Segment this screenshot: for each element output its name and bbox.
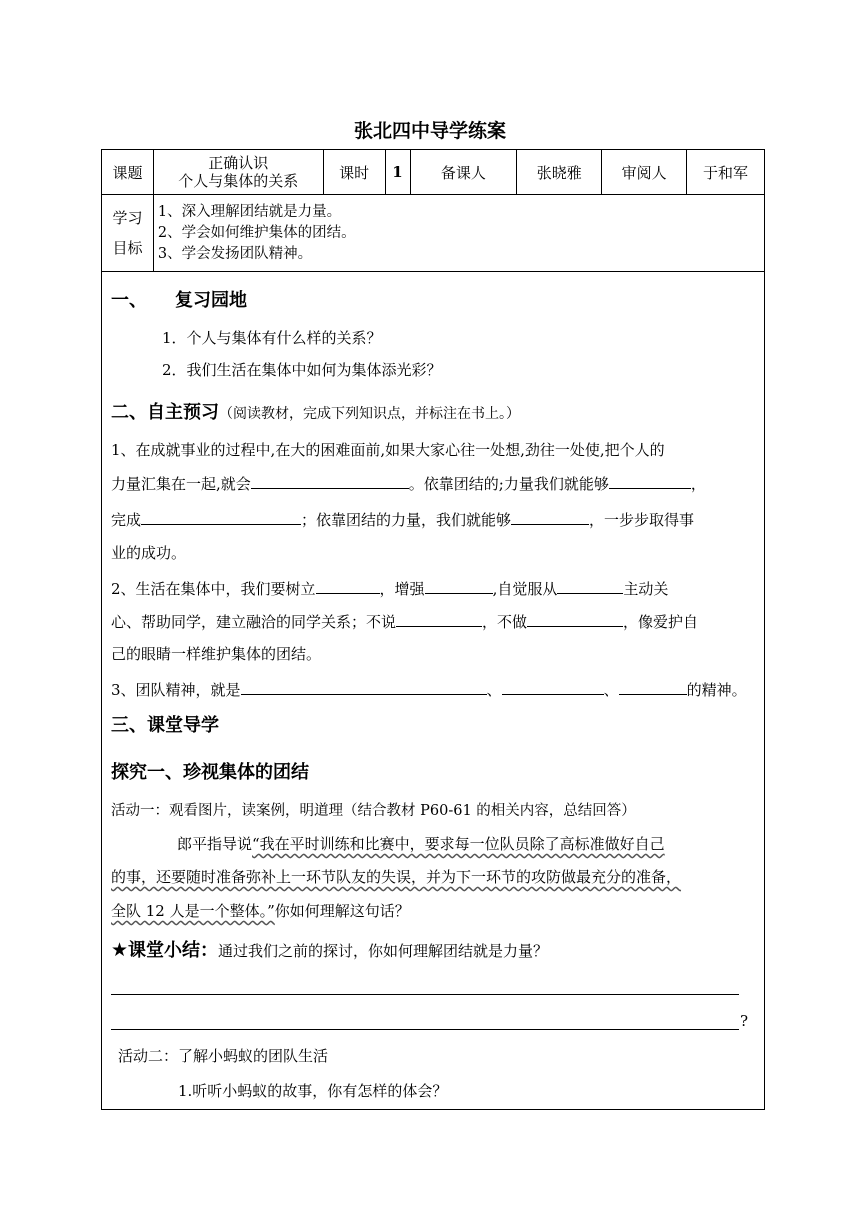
preview-p1-line-b	[111, 472, 706, 494]
activity-2-question-1: 1.听听小蚂蚁的故事，你有怎样的体会？	[178, 1082, 448, 1100]
period-value: 1	[385, 150, 410, 195]
summary-question: 通过我们之前的探讨，你如何理解团结就是力量？	[218, 942, 549, 960]
header-table	[101, 149, 765, 272]
text-run: ,自觉服从	[492, 580, 558, 598]
answer-end-mark: ?	[740, 1012, 749, 1030]
activity-2-text: 活动二：了解小蚂蚁的团队生活	[118, 1047, 329, 1065]
blank[interactable]	[316, 577, 380, 594]
section-classroom-heading: 三、课堂导学	[111, 715, 219, 736]
text-run: ，一步步取得事	[589, 511, 695, 529]
text-run: 完成	[111, 511, 142, 529]
blank[interactable]	[609, 472, 691, 489]
goals-list	[153, 195, 764, 272]
blank[interactable]	[396, 610, 482, 627]
goal-item: 2、学会如何维护集体的团结。	[157, 224, 356, 241]
preview-p3-line	[111, 678, 747, 700]
section-preview-heading	[111, 398, 520, 424]
blank[interactable]	[425, 577, 493, 594]
text-run: ，不做	[482, 613, 528, 631]
blank[interactable]	[251, 472, 409, 489]
goals-label-2: 目标	[112, 239, 143, 257]
star-icon: ★	[111, 939, 129, 961]
review-question-1: 1．个人与集体有什么样的关系？	[162, 329, 382, 347]
explore-1-heading: 探究一、珍视集体的团结	[111, 762, 309, 783]
goals-label	[102, 195, 154, 272]
goals-label-1: 学习	[112, 209, 143, 227]
blank[interactable]	[502, 678, 604, 695]
section-review-title: 复习园地	[175, 290, 247, 311]
page-title: 张北四中导学练案	[353, 120, 506, 142]
blank[interactable]	[511, 508, 589, 525]
section-review-heading	[111, 286, 247, 312]
preview-p2-line-c: 己的眼睛一样维护集体的团结。	[111, 645, 322, 663]
text-run: 你如何理解这句话？	[274, 902, 410, 920]
text-run: 、	[603, 681, 619, 699]
activity-1-text: 活动一：观看图片，读案例，明道理（结合教材 P60-61 的相关内容，总结回答）	[111, 803, 636, 819]
blank[interactable]	[241, 678, 487, 695]
text-run: ；依靠团结的力量，我们就能够	[301, 511, 512, 529]
main-content	[101, 272, 765, 1110]
text-run: 的精神。	[686, 681, 747, 699]
text-run: ，	[690, 475, 706, 493]
section-preview-title: 二、自主预习	[111, 402, 219, 423]
text-run: 2、生活在集体中，我们要树立	[111, 580, 316, 598]
text-run: 郎平指导说	[177, 835, 253, 853]
preview-p1-line-c	[111, 508, 694, 530]
answer-line[interactable]	[111, 1029, 739, 1030]
topic-line-1: 正确认识	[208, 154, 269, 172]
quote-line-1	[177, 833, 665, 854]
topic-line-2: 个人与集体的关系	[178, 172, 299, 190]
reviewer-label: 审阅人	[602, 150, 687, 195]
preview-p1-line-a: 1、在成就事业的过程中,在大的困难面前,如果大家心往一处想,劲往一处使,把个人的	[111, 441, 665, 459]
text-run: 力量汇集在一起,就会	[111, 475, 251, 493]
answer-line[interactable]	[111, 994, 739, 995]
blank[interactable]	[619, 678, 687, 695]
preparer-label: 备课人	[410, 150, 517, 195]
preview-p1-line-d: 业的成功。	[111, 544, 187, 562]
text-run: ，像爱护自	[623, 613, 699, 631]
summary-line	[111, 936, 548, 962]
blank[interactable]	[527, 610, 623, 627]
topic-label: 课题	[102, 150, 154, 195]
preview-p2-line-a	[111, 577, 668, 599]
section-review-num: 一、	[111, 290, 147, 311]
text-run: 主动关	[623, 580, 669, 598]
topic-value	[153, 150, 323, 195]
preparer-name: 张晓雅	[517, 150, 602, 195]
quote-line-3	[111, 900, 410, 921]
summary-label: 课堂小结：	[128, 940, 219, 961]
period-label: 课时	[323, 150, 385, 195]
text-run: 3、团队精神，就是	[111, 681, 241, 699]
text-run: “我在平时训练和比赛中，要求每一位队员除了高标准做好自己	[252, 835, 665, 853]
goal-item: 3、学会发扬团队精神。	[157, 245, 313, 262]
text-run: 心、帮助同学，建立融洽的同学关系；不说	[111, 613, 397, 631]
text-run: 、	[486, 681, 502, 699]
blank[interactable]	[141, 508, 301, 525]
text-run: 全队 12 人是一个整体。”	[111, 902, 275, 920]
preview-p2-line-b	[111, 610, 698, 632]
reviewer-name: 于和军	[687, 150, 765, 195]
review-question-2: 2．我们生活在集体中如何为集体添光彩？	[162, 361, 442, 379]
section-preview-note: （阅读教材，完成下列知识点，并标注在书上。）	[219, 406, 520, 422]
text-run: ，增强	[379, 580, 425, 598]
quote-line-2: 的事，还要随时准备弥补上一环节队友的失误，并为下一环节的攻防做最充分的准备，	[111, 868, 682, 886]
blank[interactable]	[557, 577, 623, 594]
text-run: 。依靠团结的;力量我们就能够	[408, 475, 609, 493]
goal-item: 1、深入理解团结就是力量。	[157, 203, 342, 220]
